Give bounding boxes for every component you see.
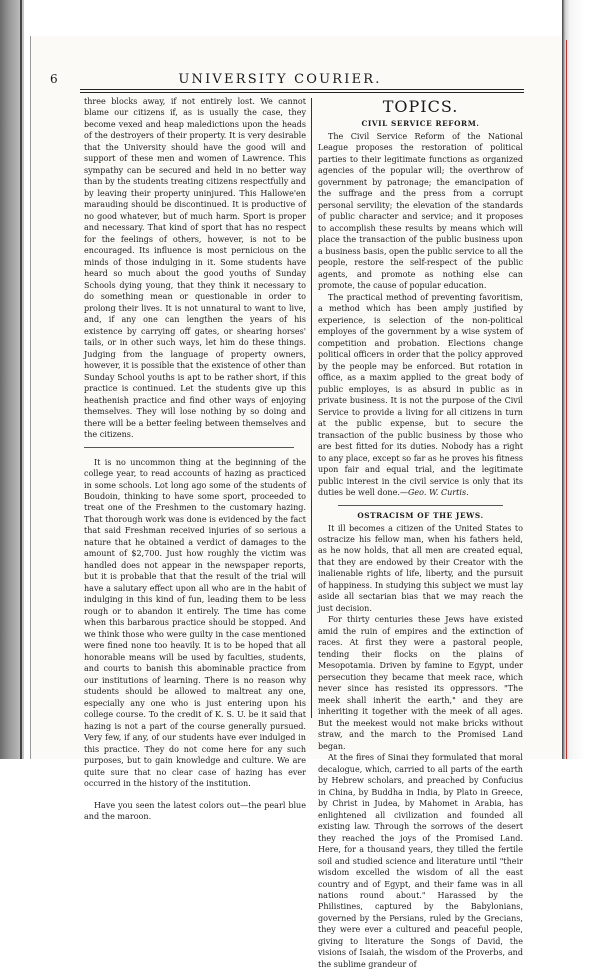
header-rule-bottom [80,92,524,93]
publication-title: UNIVERSITY COURIER. [178,71,382,87]
article-separator [338,505,503,506]
header-rule-top [80,89,524,90]
editorial-hazing: It is no uncommon thing at the beginning of the college year, to read accounts of hazing as practiced in some schools. Lot long ago some of the students of Boudoin, thinking to have some sport, proceeded to treat one of the Freshmen to the customary hazing. That thorough work was done is evidenced by the fact that said Freshman received injuries of so serious a nature that he obtained a verdict of damages to the amount of $2,700. Just how roughly the victim was handled does not appear in the newspaper reports, but it is probable that that the result of the trial will have a salutary effect upon all who are in the habit of indulging in this kind of fun, leading them to be less rough or to abandon it entirely. The time has come when this barbarous practice should be stopped. And we think those who were guilty in the case mentioned were fined none too heavily. It is to be hoped that all honorable means will be used by faculties, students, and courts to banish this abominable practice from our institutions of learning. There is no reason why students should be allowed to maltreat any one, especially any one who is just entering upon his college course. To the credit of K. S. U. be it said that hazing is not a part of the course generally pursued. Very few, if any, of our students have ever indulged in this practice. They do not come here for any such purposes, but to gain knowledge and culture. We are quite sure that no clear case of hazing has ever occurred in the history of the institution. [84,457,306,789]
editorial-halloween: three blocks away, if not entirely lost. We cannot blame our citizens if, as is usually the case, they become vexed and heap maledictions upon the heads of the destroyers of their property. It is very desirable that the University should have the good will and support of these men and women of Lawrence. This sympathy can be secured and held in no better way than by the students treating citizens respectfully and by leaving their property uninjured. This Hallowe'en marauding should be discontinued. It is productive of no good whatever, but of much harm. Sport is proper and necessary. That kind of sport that has no respect for the feelings of others, however, is not to be encouraged. Its influence is most pernicious on the minds of those indulging in it. Some students have heard so much about the good youths of Sunday Schools dying young, that they think it necessary to do something mean or questionable in order to prolong their lives. It is not unnatural to want to live, and, if any one can lengthen the years of his existence by carrying off gates, or shearing horses' tails, or in other such ways, let him do these things. Judging from the language of property owners, however, it is possible that the existence of other than Sunday School youths is apt to be rather short, if this practice is continued. Let the students give up this heathenish practice and find other ways of enjoying themselves. They will lose nothing by so doing and there will be a better feeling between themselves and the citizens. [84,97,306,440]
right-column [318,96,523,970]
topics-heading: TOPICS. [382,97,459,116]
civil-service-heading: CIVIL SERVICE REFORM. [361,119,480,128]
facing-page-edge [562,0,600,759]
page-header [50,68,510,90]
left-column [84,96,306,823]
civil-service-text: The practical method of preventing favoritism, a method which has been amply justified by experience, is selection of the non-political employes of the government by a wise system of competition and probation. Elections change political officers in order that the policy approved by the people may be enforced. But rotation in office, as a maxim applied to the great body of public employes, is as absurd in public as in private business. It is not the purpose of the Civil Service to provide a living for all citizens in turn at the public expense, but to secure the transaction of the public business by those who are best fitted for its duties. Nobody has a right to any place, except so far as he proves his fitness upon fair and equal trial, and the legitimate public interest in the civil service is only that its duties be well done.— [318,292,523,498]
editorial-colors: Have you seen the latest colors out—the pearl blue and the maroon. [84,800,306,822]
ostracism-paragraph: For thirty centuries these Jews have existed amid the ruin of empires and the extinction of races. At first they were a pastoral people, tending their flocks on the plains of Mesopotamia. Driven by famine to Egypt, under persecution they became that meek race, which never since has resisted its oppressors. "The meek shall inherit the earth," and they are inheriting it together with the meek of all ages. But the meekest would not make bricks without straw, and the march to the Promised Land began. [318,615,523,751]
ostracism-heading: OSTRACISM OF THE JEWS. [357,510,484,520]
column-divider [311,98,312,718]
book-binding-edge [0,0,24,759]
author-signature: Geo. W. Curtis. [407,488,469,498]
civil-service-paragraph: The Civil Service Reform of the National League proposes the restoration of political parties to their legitimate functions as organized agencies of the popular will; the overthrow of government by patronage; the emancipation of the suffrage and the press from a corrupt personal servility; the elevation of the standards of public character and service; and it proposes to accomplish these results by means which will place the transaction of the public business upon a business basis, open the public service to all the people, restore the self-respect of the public agents, and promote as nothing else can promote, the cause of popular education. [318,132,523,291]
article-separator [84,447,294,448]
civil-service-paragraph [318,292,523,499]
ostracism-paragraph: At the fires of Sinai they formulated that moral decalogue, which, carried to all parts of the earth by Hebrew scholars, and preached by Confucius in China, by Buddha in India, by Plato in Greece, by Christ in Judea, by Mahomet in Arabia, has enlightened all civilization and founded all existing law. Through the sorrows of the desert they reached the joys of the Promised Land. Here, for a thousand years, they tilled the fertile soil and studied science and literature until "their wisdom excelled the wisdom of all the east country and of Egypt, and their fame was in all nations round about." Harassed by the Philistines, captured by the Babylonians, governed by the Persians, ruled by the Grecians, they were ever a cultured and peaceful people, giving to literature the Songs of David, the visions of Isaiah, the wisdom of the Proverbs, and the sublime grandeur of [318,753,523,969]
ostracism-paragraph: It ill becomes a citizen of the United States to ostracize his fellow man, when his fathers held, as he now holds, that all men are created equal, that they are endowed by their Creator with the inalienable rights of life, liberty, and the pursuit of happiness. In studying this subject we must lay aside all sectarian bias that we may reach the just decision. [318,523,523,613]
page-number: 6 [50,72,60,86]
